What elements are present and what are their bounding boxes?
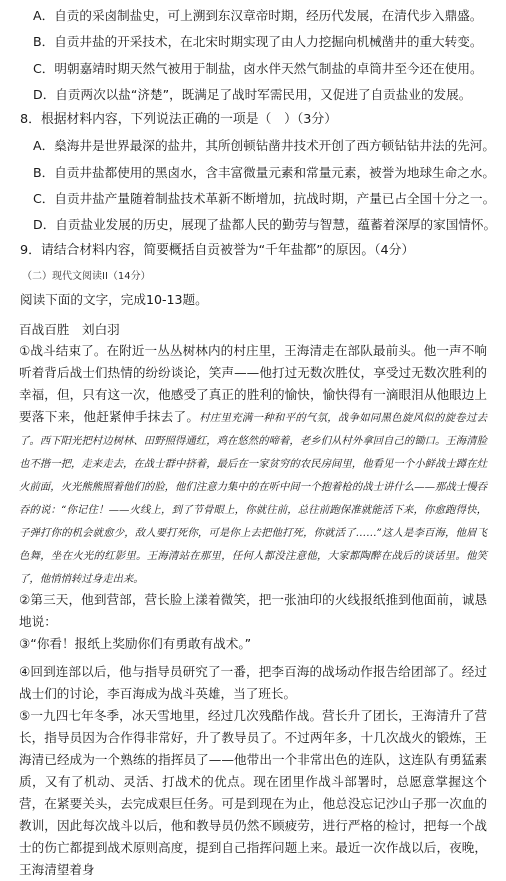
paragraph-3: ③“你看！报纸上奖励你们有勇敢有战术。” [19, 636, 252, 651]
paragraph-1 [19, 340, 487, 590]
paragraph-1-italic-text: 村庄里充满一种和平的气氛，战争如同黑色旋风似的旋卷过去了。西下阳光把村边树林、田野照得通红，鸡在悠然的啼着，老乡们从村外拿回自己的锄口。王海清脸也不揩一把，走来走去，在战士群中挤着，最后在一家贫穷的农民房间里，他看见一个小鲜战士蹲在灶火前面，火光熊熊照着他们的脸，他们注意力集中的在听中间一个抱着枪的战士讲什么——那战士慢吞吞的说：“你记住！——火线上，到了节骨眼上，你就往前，总往前跑保准就能活下来，你愈跑得快，子弹打你的机会就愈少，敌人要打死你，可是你上去把他打死，你就活了……”这人是李百海，他眉飞色舞，坐在火光的红影里。王海清站在那里，任何人都没注意他，大家都陶醉在战后的谈话里。他笑了，他悄悄转过身走出来。 [19, 412, 488, 585]
paragraph-4: ④回到连部以后，他与指导员研究了一番，把李百海的战场动作报告给团部了。经过战士们的讨论，李百海成为战斗英雄，当了班长。 [19, 664, 487, 701]
paragraph-1-text: ①战斗结束了。在附近一丛丛树林内的村庄里，王海清走在部队最前头。他一声不响听着背后战士们热情的纷纷谈论，笑声——他打过无数次胜仗，享受过无数次胜利的幸福，但，只有这一次，他感受了真正的胜利的愉快，愉快得有一滴眼泪从他眼边上要落下来，他赶紧伸手抹去了。 [19, 343, 487, 424]
q7-option-c: C．明朝嘉靖时期天然气被用于制盐，卤水伴天然气制盐的卓筒井至今还在使用。 [33, 61, 483, 76]
q8-stem: 8．根据材料内容，下列说法正确的一项是（ ）（3分） [20, 112, 338, 127]
q8-option-a: A．燊海井是世界最深的盐井，其所创顿钻凿井技术开创了西方顿钻钻井法的先河。 [33, 138, 495, 153]
q7-option-d: D．自贡两次以盐“济楚”，既满足了战时军需民用，又促进了自贡盐业的发展。 [33, 87, 472, 102]
q9-stem: 9．请结合材料内容，简要概括自贡被誉为“千年盐都”的原因。（4分） [20, 243, 415, 258]
q8-option-b: B．自贡井盐都使用的黑卤水，含丰富微量元素和常量元素，被誉为地球生命之水。 [33, 165, 496, 180]
paragraph-2: ②第三天，他到营部，营长脸上漾着微笑，把一张油印的火线报纸推到他面前，诚恳地说： [19, 592, 487, 629]
q8-option-c: C．自贡井盐产量随着制盐技术革新不断增加，抗战时期，产量已占全国十分之一。 [33, 191, 496, 206]
reading-instruction: 阅读下面的文字，完成10-13题。 [20, 292, 208, 307]
q7-option-a: A．自贡的采卤制盐史，可上溯到东汉章帝时期，经历代发展，在清代步入鼎盛。 [33, 8, 483, 23]
section-label: （二）现代文阅读II（14分） [22, 271, 151, 282]
paragraph-5: ⑤一九四七年冬季，冰天雪地里，经过几次残酷作战。营长升了团长，王海清升了营长，指导员因为合作得非常好，升了教导员了。不过两年多，十几次战火的锻炼，王海清已经成为一个熟练的指挥员了——他带出一个非常出色的连队，这连队有勇猛素质，又有了机动、灵活、打战术的优点。现在团里作战斗部署时，总愿意掌握这个营，在紧要关头，去完成艰巨任务。可是到现在为止，他总没忘记沙山子那一次血的教训，因此每次战斗以后，他和教导员仍然不顾疲劳，进行严格的检讨，把每一个战士的伤亡都提到战术原则高度，提到自己指挥问题上来。最近一次作战以后，夜晚，王海清望着身 [19, 708, 487, 877]
story-title: 百战百胜 刘白羽 [19, 322, 120, 337]
q7-option-b: B．自贡井盐的开采技术，在北宋时期实现了由人力挖掘向机械凿井的重大转变。 [33, 34, 483, 49]
q8-option-d: D．自贡盐业发展的历史，展现了盐都人民的勤劳与智慧，蕴蓄着深厚的家国情怀。 [33, 217, 497, 232]
